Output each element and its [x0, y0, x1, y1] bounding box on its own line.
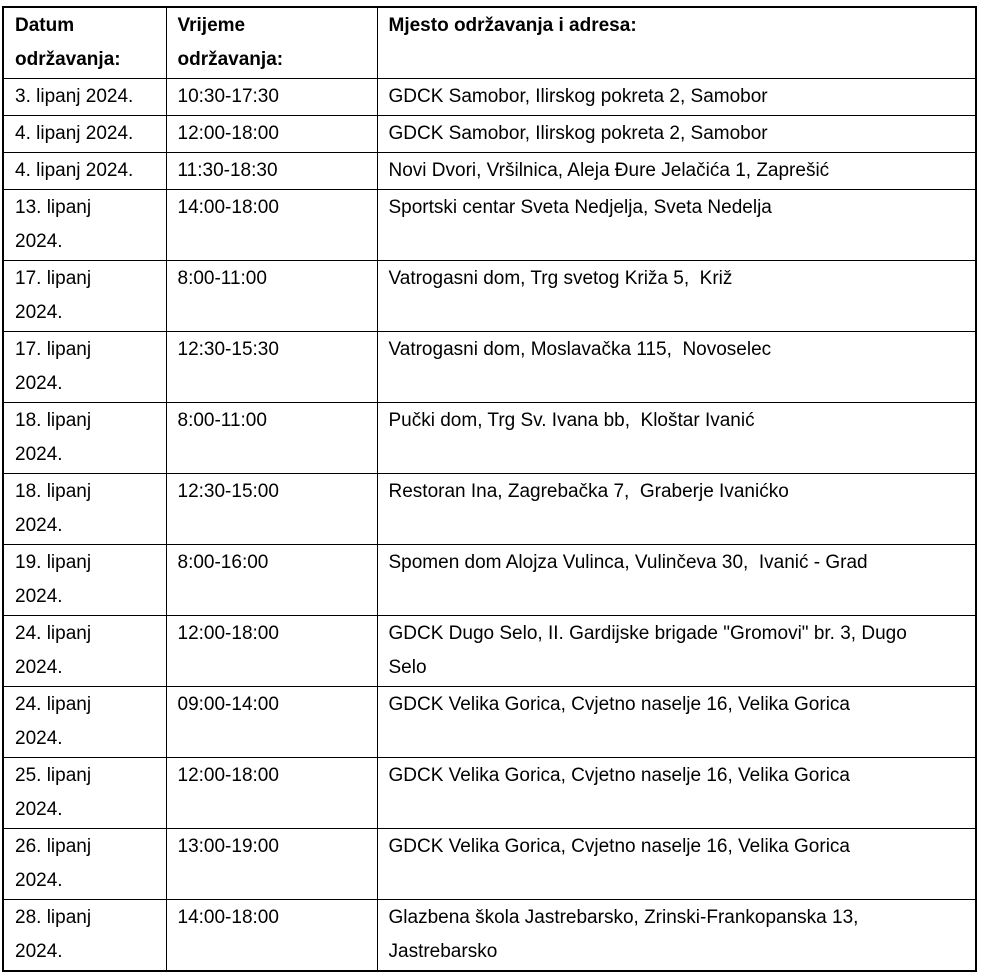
- table-row: [3, 545, 976, 616]
- cell-line: održavanja:: [177, 49, 284, 70]
- cell-line: GDCK Velika Gorica, Cvjetno naselje 16, Velika Gorica: [388, 836, 850, 857]
- cell-line: GDCK Samobor, Ilirskog pokreta 2, Samobor: [388, 123, 768, 144]
- date-cell: [3, 474, 166, 545]
- cell-line: 28. lipanj: [15, 907, 92, 928]
- date-cell: [3, 687, 166, 758]
- time-cell: [166, 190, 377, 261]
- cell-line: 2024.: [15, 302, 63, 323]
- cell-line: 2024.: [15, 657, 63, 678]
- cell-line: 2024.: [15, 586, 63, 607]
- time-cell: [166, 687, 377, 758]
- table-row: [3, 332, 976, 403]
- table-row: [3, 616, 976, 687]
- date-cell: [3, 190, 166, 261]
- time-cell: [166, 758, 377, 829]
- place-cell: [377, 79, 976, 116]
- cell-line: Novi Dvori, Vršilnica, Aleja Đure Jelačića 1, Zaprešić: [388, 160, 830, 181]
- cell-line: 8:00-16:00: [177, 552, 269, 573]
- cell-line: 19. lipanj: [15, 552, 92, 573]
- time-cell: [166, 79, 377, 116]
- table-row: [3, 758, 976, 829]
- cell-line: 12:30-15:00: [177, 481, 279, 502]
- cell-line: Selo: [388, 657, 427, 678]
- cell-line: 25. lipanj: [15, 765, 92, 786]
- cell-line: Jastrebarsko: [388, 941, 498, 962]
- cell-line: 14:00-18:00: [177, 907, 279, 928]
- time-cell: [166, 153, 377, 190]
- table-row: [3, 687, 976, 758]
- cell-line: 24. lipanj: [15, 623, 92, 644]
- date-cell: [3, 616, 166, 687]
- time-cell: [166, 616, 377, 687]
- cell-line: Glazbena škola Jastrebarsko, Zrinski-Frankopanska 13,: [388, 907, 859, 928]
- cell-line: 2024.: [15, 941, 63, 962]
- place-cell: [377, 758, 976, 829]
- place-cell: [377, 190, 976, 261]
- table-row: [3, 190, 976, 261]
- place-cell: [377, 545, 976, 616]
- schedule-table: [2, 6, 977, 972]
- cell-line: Pučki dom, Trg Sv. Ivana bb, Kloštar Ivanić: [388, 410, 755, 431]
- cell-line: 8:00-11:00: [177, 410, 267, 431]
- place-cell: [377, 474, 976, 545]
- cell-line: Mjesto održavanja i adresa:: [388, 15, 637, 36]
- cell-line: 18. lipanj: [15, 481, 92, 502]
- table-row: [3, 829, 976, 900]
- place-cell: [377, 900, 976, 972]
- place-cell: [377, 153, 976, 190]
- cell-line: 12:00-18:00: [177, 623, 279, 644]
- table-row: [3, 79, 976, 116]
- cell-line: 13:00-19:00: [177, 836, 279, 857]
- cell-line: 3. lipanj 2024.: [15, 86, 134, 107]
- cell-line: GDCK Samobor, Ilirskog pokreta 2, Samobor: [388, 86, 768, 107]
- cell-line: 8:00-11:00: [177, 268, 267, 289]
- table-row: [3, 474, 976, 545]
- place-cell: [377, 116, 976, 153]
- column-header-mjesto: [377, 7, 976, 79]
- place-cell: [377, 403, 976, 474]
- cell-line: 11:30-18:30: [177, 160, 278, 181]
- column-header-vrijeme: [166, 7, 377, 79]
- time-cell: [166, 474, 377, 545]
- time-cell: [166, 829, 377, 900]
- time-cell: [166, 403, 377, 474]
- table-row: [3, 116, 976, 153]
- cell-line: 12:30-15:30: [177, 339, 279, 360]
- cell-line: Vatrogasni dom, Trg svetog Križa 5, Križ: [388, 268, 733, 289]
- cell-line: 12:00-18:00: [177, 123, 279, 144]
- cell-line: 12:00-18:00: [177, 765, 279, 786]
- date-cell: [3, 403, 166, 474]
- table-body: [3, 79, 976, 972]
- cell-line: Vrijeme: [177, 15, 246, 36]
- cell-line: 2024.: [15, 444, 63, 465]
- cell-line: 09:00-14:00: [177, 694, 279, 715]
- place-cell: [377, 616, 976, 687]
- time-cell: [166, 545, 377, 616]
- place-cell: [377, 687, 976, 758]
- cell-line: Sportski centar Sveta Nedjelja, Sveta Nedelja: [388, 197, 772, 218]
- cell-line: Datum: [15, 15, 75, 36]
- date-cell: [3, 153, 166, 190]
- time-cell: [166, 261, 377, 332]
- cell-line: 2024.: [15, 231, 63, 252]
- date-cell: [3, 79, 166, 116]
- table-row: [3, 153, 976, 190]
- cell-line: 2024.: [15, 870, 63, 891]
- cell-line: 18. lipanj: [15, 410, 92, 431]
- cell-line: 17. lipanj: [15, 339, 92, 360]
- cell-line: 4. lipanj 2024.: [15, 160, 134, 181]
- cell-line: 2024.: [15, 515, 63, 536]
- cell-line: 26. lipanj: [15, 836, 92, 857]
- cell-line: 24. lipanj: [15, 694, 92, 715]
- cell-line: GDCK Velika Gorica, Cvjetno naselje 16, Velika Gorica: [388, 694, 850, 715]
- date-cell: [3, 829, 166, 900]
- date-cell: [3, 332, 166, 403]
- cell-line: 2024.: [15, 799, 63, 820]
- cell-line: GDCK Dugo Selo, II. Gardijske brigade "Gromovi" br. 3, Dugo: [388, 623, 907, 644]
- cell-line: 2024.: [15, 728, 63, 749]
- time-cell: [166, 900, 377, 972]
- header-row: [3, 7, 976, 79]
- date-cell: [3, 758, 166, 829]
- column-header-datum: [3, 7, 166, 79]
- cell-line: 14:00-18:00: [177, 197, 279, 218]
- cell-line: 17. lipanj: [15, 268, 92, 289]
- cell-line: Spomen dom Alojza Vulinca, Vulinčeva 30, Ivanić - Grad: [388, 552, 868, 573]
- cell-line: Vatrogasni dom, Moslavačka 115, Novoselec: [388, 339, 772, 360]
- time-cell: [166, 332, 377, 403]
- place-cell: [377, 829, 976, 900]
- table-row: [3, 403, 976, 474]
- date-cell: [3, 116, 166, 153]
- cell-line: 10:30-17:30: [177, 86, 279, 107]
- table-row: [3, 261, 976, 332]
- date-cell: [3, 545, 166, 616]
- cell-line: 13. lipanj: [15, 197, 92, 218]
- cell-line: 2024.: [15, 373, 63, 394]
- table-row: [3, 900, 976, 972]
- cell-line: Restoran Ina, Zagrebačka 7, Graberje Ivanićko: [388, 481, 789, 502]
- date-cell: [3, 261, 166, 332]
- time-cell: [166, 116, 377, 153]
- cell-line: GDCK Velika Gorica, Cvjetno naselje 16, Velika Gorica: [388, 765, 850, 786]
- cell-line: 4. lipanj 2024.: [15, 123, 134, 144]
- date-cell: [3, 900, 166, 972]
- place-cell: [377, 332, 976, 403]
- cell-line: održavanja:: [15, 49, 121, 70]
- place-cell: [377, 261, 976, 332]
